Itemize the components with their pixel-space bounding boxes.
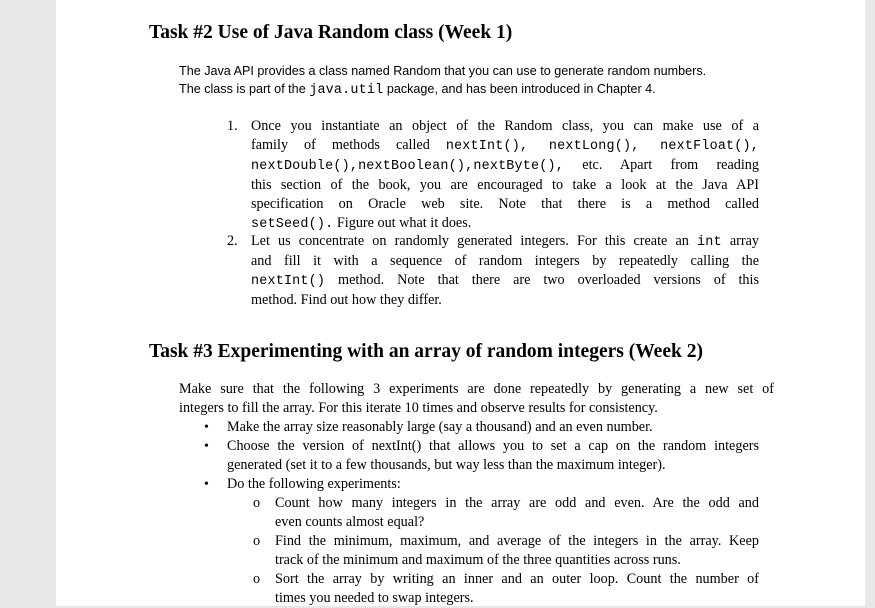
document-page (56, 0, 865, 606)
sub-item-3: Sort the array by writing an inner and an outer loop. Count the number of times you needed to swap integers. (275, 571, 759, 606)
sub-marker: o (253, 495, 261, 511)
task2-intro-line1: The Java API provides a class named Random that you can use to generate random numbers. (179, 64, 707, 78)
task2-item2-number: 2. (227, 233, 238, 249)
bullet-2: Choose the version of nextInt() that allows you to set a cap on the random integers generated (set it to a few thousands, but way less than the maximum integer). (227, 438, 759, 473)
bullet-marker: • (204, 477, 209, 492)
task2-intro (179, 62, 799, 100)
task3-intro: Make sure that the following 3 experiments are done repeatedly by generating a new set of integers to fill the array. For this iterate 10 times and observe results for consistency. (179, 381, 774, 416)
sub-item-1: Count how many integers in the array are odd and even. Are the odd and even counts almost equal? (275, 495, 759, 530)
sub-marker: o (253, 533, 261, 549)
sub-item-2: Find the minimum, maximum, and average of the integers in the array. Keep track of the minimum and maximum of the three quantities across runs. (275, 533, 759, 568)
bullet-marker: • (204, 439, 209, 454)
bullet-3: Do the following experiments: (227, 476, 401, 492)
bullet-marker: • (204, 420, 209, 435)
task3-heading: Task #3 Experimenting with an array of random integers (Week 2) (149, 341, 703, 362)
task2-item1-number: 1. (227, 118, 238, 134)
task2-item1: Once you instantiate an object of the Random class, you can make use of a family of methods called nextInt(), nextLong(), nextFloat(), nextDouble(),nextBoolean(),nextByte(), etc. Apart from reading this section of the book, you are encouraged to take a look at the Java API specification on Oracle web site. Note that there is a method called setSeed(). Figure out what it does. (251, 118, 759, 232)
bullet-1: Make the array size reasonably large (say a thousand) and an even number. (227, 419, 653, 435)
sub-marker: o (253, 571, 261, 587)
inline-code: java.util (309, 83, 384, 98)
task2-intro-line2: The class is part of the java.util package, and has been introduced in Chapter 4. (179, 82, 656, 98)
task2-heading: Task #2 Use of Java Random class (Week 1) (149, 22, 513, 43)
task2-item2: Let us concentrate on randomly generated integers. For this create an int array and fill it with a sequence of random integers by repeatedly calling the nextInt() method. Note that there are two overloaded versions of this method. Find out how they differ. (251, 233, 759, 308)
